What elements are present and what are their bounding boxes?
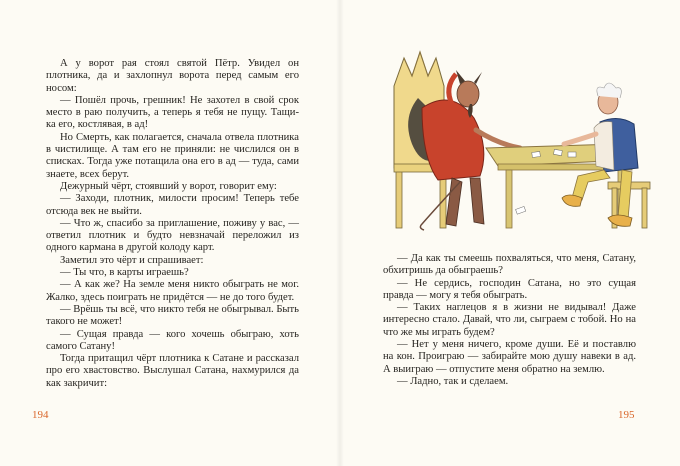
paragraph: — Да как ты смеешь похваляться, что меня, Сатану, обхитришь да обыграешь? bbox=[383, 253, 636, 277]
paragraph: — Врёшь ты всё, что никто тебя не обыгрывал. Быть такого не может! bbox=[46, 303, 299, 328]
paragraph: Заметил это чёрт и спрашивает: bbox=[60, 254, 204, 266]
page-number-left: 194 bbox=[32, 409, 49, 421]
paragraph: Дежурный чёрт, стоявший у ворот, говорит ему: bbox=[60, 180, 277, 192]
devil-and-carpenter-playing-cards-illustration bbox=[382, 48, 652, 238]
paragraph: — Ладно, так и сделаем. bbox=[397, 375, 509, 387]
right-page bbox=[340, 0, 680, 466]
paragraph: — Таких наглецов я в жизни не видывал! Даже интересно стало. Давай, что ли, сыграем с тобой. Но на что же мы играть будем? bbox=[383, 302, 636, 338]
left-page-text bbox=[46, 58, 299, 390]
paragraph: — Ты что, в карты играешь? bbox=[60, 267, 189, 279]
paragraph: — Что ж, спасибо за приглашение, поживу у вас, — ответил плотник и будто невзначай переложил из одного кармана в другой колоду карт. bbox=[46, 217, 299, 254]
paragraph: — Пошёл прочь, грешник! Не захотел в свой срок место в раю получить, а теперь я тебя не пущу. Тащи-ка его, костлявая, в ад! bbox=[46, 94, 299, 131]
paragraph: А у ворот рая стоял святой Пётр. Увидел он плотника, да и захлопнул ворота перед самым его носом: bbox=[46, 58, 299, 94]
paragraph: — Не сердись, господин Сатана, но это сущая правда — могу я тебя обыграть. bbox=[383, 277, 636, 301]
paragraph: Тогда притащил чёрт плотника к Сатане и рассказал про его хвастовство. Выслушал Сатана, нахмурился да как закричит: bbox=[46, 353, 299, 389]
paragraph: — А как же? На земле меня никто обыграть не мог. Жалко, здесь поиграть не придётся — не до того будет. bbox=[46, 279, 299, 303]
paragraph: Но Смерть, как полагается, сначала отвела плотника в чистилище. А там его не приняли: не числился он в списках. Тогда уже потащила она его в ад — туда, сами знаете, всех берут. bbox=[46, 131, 299, 180]
paragraph: — Сущая правда — кого хочешь обыграю, хоть самого Сатану! bbox=[46, 328, 299, 352]
paragraph: — Нет у меня ничего, кроме души. Её и поставлю на кон. Проиграю — забирайте мою душу навеки в ад. А выиграю — отпустите меня обратно на землю. bbox=[383, 339, 636, 375]
right-page-text bbox=[383, 253, 636, 388]
page-number-right: 195 bbox=[618, 409, 635, 421]
paragraph: — Заходи, плотник, милости просим! Теперь тебе отсюда век не выйти. bbox=[46, 193, 299, 217]
